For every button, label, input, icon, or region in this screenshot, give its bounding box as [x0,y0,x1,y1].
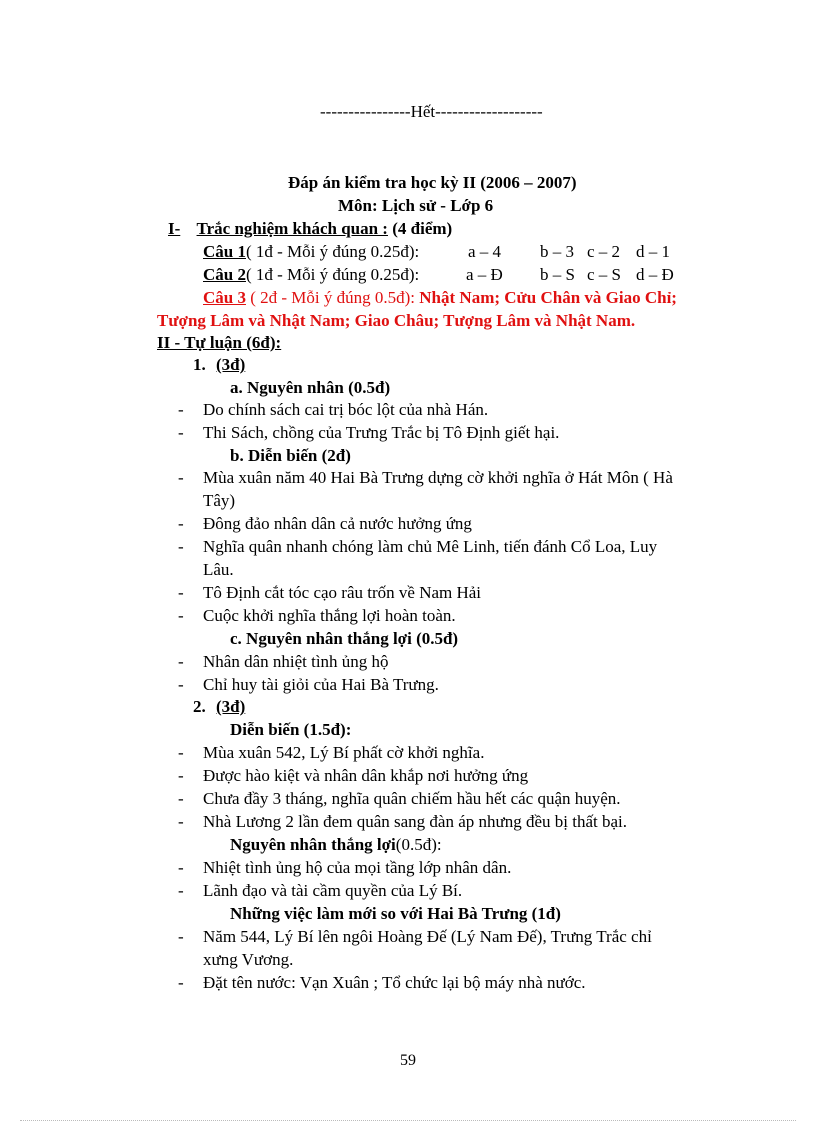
q1-a-item-2: Thi Sách, chồng của Trưng Trắc bị Tô Định giết hại. [203,423,560,442]
q1-a-heading: a. Nguyên nhân (0.5đ) [230,378,391,397]
q3-answer-line2: Tượng Lâm và Nhật Nam; Giao Châu; Tượng Lâm và Nhật Nam. [157,311,636,330]
q2-d-heading: Diễn biến (1.5đ): [230,720,352,739]
q1-b-item-3-cont: Lâu. [203,560,234,579]
q1-answer-d: d – 1 [636,242,670,261]
doc-subtitle: Môn: Lịch sử - Lớp 6 [338,196,494,215]
q2-d-item-2: Được hào kiệt và nhân dân khắp nơi hưởng ứng [203,766,529,785]
part1-heading [168,218,452,240]
part2-q1-heading [193,354,245,376]
part1-title: Trắc nghiệm khách quan : [196,219,388,238]
part2-q2-label: 2. [193,697,206,716]
q2-n-heading-bold: Nguyên nhân thắng lợi [230,835,396,854]
q2-n-item-1: Nhiệt tình ủng hộ của mọi tầng lớp nhân dân. [203,858,512,877]
part1-question-2 [203,264,419,286]
q1-answer-b: b – 3 [540,242,574,261]
bullet: - [178,652,184,671]
q1-rule: ( 1đ - Mỗi ý đúng 0.25đ): [245,242,420,261]
bullet: - [178,468,184,487]
q1-b-item-5: Cuộc khởi nghĩa thắng lợi hoàn toàn. [203,606,456,625]
q2-n-item-2: Lãnh đạo và tài cầm quyền của Lý Bí. [203,881,463,900]
part2-q1-points: (3đ) [216,355,246,374]
q2-n-heading [230,834,442,856]
page-bottom-divider [20,1120,796,1121]
q2-answer-b: b – S [540,265,575,284]
bullet: - [178,675,184,694]
bullet: - [178,881,184,900]
bullet: - [178,400,184,419]
q1-c-heading: c. Nguyên nhân thắng lợi (0.5đ) [230,629,459,648]
q1-b-item-4: Tô Định cắt tóc cạo râu trốn về Nam Hải [203,583,482,602]
part2-heading: II - Tự luận (6đ): [157,333,282,352]
bullet: - [178,973,184,992]
q2-answer-a: a – Đ [466,265,503,284]
q2-w-item-1: Năm 544, Lý Bí lên ngôi Hoàng Đế (Lý Nam Đế), Trưng Trắc chỉ [203,927,652,946]
q2-w-item-1-cont: xưng Vương. [203,950,294,969]
part1-question-3 [203,287,677,309]
part2-q1-label: 1. [193,355,206,374]
q1-b-item-1-cont: Tây) [203,491,236,510]
q1-c-item-1: Nhân dân nhiệt tình ủng hộ [203,652,389,671]
q2-d-item-4: Nhà Lương 2 lần đem quân sang đàn áp nhưng đều bị thất bại. [203,812,627,831]
part1-number: I- [168,219,181,238]
q1-b-item-3: Nghĩa quân nhanh chóng làm chủ Mê Linh, tiến đánh Cổ Loa, Luy [203,537,658,556]
doc-title: Đáp án kiểm tra học kỳ II (2006 – 2007) [288,173,577,192]
q2-label: Câu 2 [203,265,246,284]
end-marker: ----------------Hết------------------- [320,102,543,121]
q1-answer-a: a – 4 [468,242,502,261]
bullet: - [178,537,184,556]
q1-label: Câu 1 [203,242,246,261]
bullet: - [178,606,184,625]
bullet: - [178,514,184,533]
bullet: - [178,789,184,808]
q1-c-item-2: Chỉ huy tài giỏi của Hai Bà Trưng. [203,675,439,694]
bullet: - [178,423,184,442]
q2-answer-d: d – Đ [636,265,674,284]
bullet: - [178,812,184,831]
part2-q2-points: (3đ) [216,697,246,716]
q2-d-item-1: Mùa xuân 542, Lý Bí phất cờ khởi nghĩa. [203,743,485,762]
q2-rule: ( 1đ - Mỗi ý đúng 0.25đ): [245,265,420,284]
q2-n-heading-points: (0.5đ): [395,835,442,854]
q1-b-heading: b. Diễn biến (2đ) [230,446,351,465]
q2-w-item-2: Đặt tên nước: Vạn Xuân ; Tổ chức lại bộ máy nhà nước. [203,973,586,992]
q1-b-item-1: Mùa xuân năm 40 Hai Bà Trưng dựng cờ khởi nghĩa ở Hát Môn ( Hà [203,468,673,487]
part2-q2-heading [193,696,245,718]
bullet: - [178,583,184,602]
q2-answer-c: c – S [587,265,621,284]
q1-a-item-1: Do chính sách cai trị bóc lột của nhà Hán. [203,400,489,419]
page-number: 59 [400,1052,416,1069]
part1-points: (4 điểm) [392,219,453,238]
q3-rule: ( 2đ - Mỗi ý đúng 0.5đ): [245,288,420,307]
q1-b-item-2: Đông đảo nhân dân cả nước hưởng ứng [203,514,472,533]
bullet: - [178,927,184,946]
bullet: - [178,766,184,785]
q1-answer-c: c – 2 [587,242,621,261]
q3-answer-line1: Nhật Nam; Cửu Chân và Giao Chỉ; [419,288,677,307]
q3-label: Câu 3 [203,288,246,307]
part1-question-1 [203,241,419,263]
bullet: - [178,743,184,762]
q2-d-item-3: Chưa đầy 3 tháng, nghĩa quân chiếm hầu hết các quận huyện. [203,789,621,808]
q2-w-heading: Những việc làm mới so với Hai Bà Trưng (1đ) [230,904,561,923]
bullet: - [178,858,184,877]
